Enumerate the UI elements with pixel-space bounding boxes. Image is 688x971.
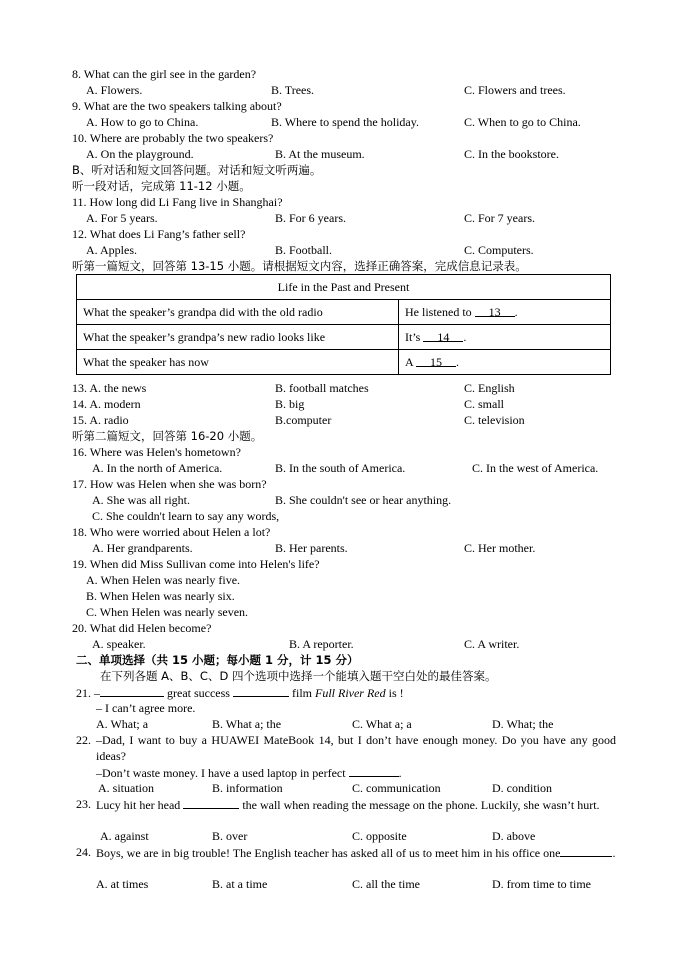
q18-option-c: C. Her mother.	[464, 541, 536, 555]
table-cell-answer: A 15 .	[399, 350, 611, 375]
q9-option-b: B. Where to spend the holiday.	[271, 115, 419, 129]
part2-instruction: 在下列各题 A、B、C、D 四个选项中选择一个能填入题干空白处的最佳答案。	[100, 669, 497, 683]
table-row	[77, 325, 611, 350]
q23-option-a: A. against	[100, 829, 149, 843]
q22-option-d: D. condition	[492, 781, 552, 795]
q17-option-a: A. She was all right.	[92, 493, 190, 507]
q24-option-b: B. at a time	[212, 877, 268, 891]
q13-option-b: B. football matches	[275, 381, 369, 395]
q9-option-c: C. When to go to China.	[464, 115, 581, 129]
q8-option-c: C. Flowers and trees.	[464, 83, 566, 97]
q18-option-b: B. Her parents.	[275, 541, 348, 555]
table-row	[77, 350, 611, 375]
q19-option-c: C. When Helen was nearly seven.	[86, 605, 249, 619]
q22-option-a: A. situation	[98, 781, 154, 795]
question-22-stem: –Dad, I want to buy a HUAWEI MateBook 14, but I don’t have enough money. Do you have any good ideas?	[96, 733, 616, 763]
q21-blank-2	[233, 684, 289, 697]
question-22-number: 22.	[76, 733, 91, 747]
dialogue-instruction: 听一段对话，完成第 11-12 小题。	[72, 179, 251, 193]
q13-option-a: 13. A. the news	[72, 381, 147, 395]
q24-option-a: A. at times	[96, 877, 149, 891]
q22-option-c: C. communication	[352, 781, 441, 795]
q23-option-b: B. over	[212, 829, 248, 843]
info-record-table	[76, 274, 611, 375]
q24-option-d: D. from time to time	[492, 877, 591, 891]
q11-option-c: C. For 7 years.	[464, 211, 535, 225]
question-18-stem: 18. Who were worried about Helen a lot?	[72, 525, 271, 539]
q12-option-b: B. Football.	[275, 243, 333, 257]
q16-option-c: C. In the west of America.	[472, 461, 599, 475]
question-8-stem: 8. What can the girl see in the garden?	[72, 67, 257, 81]
q24-blank	[560, 844, 612, 857]
q16-option-a: A. In the north of America.	[92, 461, 223, 475]
q15-option-b: B.computer	[275, 413, 332, 427]
q21-response: – I can’t agree more.	[96, 701, 196, 715]
question-23-stem: Lucy hit her head the wall when reading the message on the phone. Luckily, she wasn’t hurt.	[96, 798, 600, 812]
table-cell-label: What the speaker’s grandpa’s new radio looks like	[77, 325, 399, 350]
q8-option-b: B. Trees.	[271, 83, 315, 97]
blank-15: 15	[416, 354, 456, 367]
q19-option-a: A. When Helen was nearly five.	[86, 573, 241, 587]
q20-option-c: C. A writer.	[464, 637, 520, 651]
q17-option-c: C. She couldn't learn to say any words,	[92, 509, 280, 523]
q12-option-c: C. Computers.	[464, 243, 534, 257]
question-17-stem: 17. How was Helen when she was born?	[72, 477, 267, 491]
q16-option-b: B. In the south of America.	[275, 461, 406, 475]
question-24-stem: Boys, we are in big trouble! The English teacher has asked all of us to meet him in his office one .	[96, 846, 616, 860]
question-19-stem: 19. When did Miss Sullivan come into Helen's life?	[72, 557, 320, 571]
question-24-number: 24.	[76, 845, 91, 859]
q10-option-a: A. On the playground.	[86, 147, 194, 161]
q22-option-b: B. information	[212, 781, 283, 795]
question-23-number: 23.	[76, 797, 91, 811]
question-21-stem: 21. – great success film Full River Red is !	[76, 686, 404, 700]
q11-option-b: B. For 6 years.	[275, 211, 346, 225]
blank-14: 14	[423, 329, 463, 342]
q24-option-c: C. all the time	[352, 877, 420, 891]
question-12-stem: 12. What does Li Fang’s father sell?	[72, 227, 246, 241]
q21-option-b: B. What a; the	[212, 717, 282, 731]
table-cell-label: What the speaker has now	[77, 350, 399, 375]
table-cell-label: What the speaker’s grandpa did with the old radio	[77, 300, 399, 325]
question-16-stem: 16. Where was Helen's hometown?	[72, 445, 241, 459]
table-row	[77, 300, 611, 325]
q13-option-c: C. English	[464, 381, 515, 395]
q21-blank-1	[100, 684, 164, 697]
passage2-instruction: 听第二篇短文，回答第 16-20 小题。	[72, 429, 263, 443]
q19-option-b: B. When Helen was nearly six.	[86, 589, 235, 603]
q21-option-d: D. What; the	[492, 717, 554, 731]
table-cell-answer: It’s 14 .	[399, 325, 611, 350]
q14-option-a: 14. A. modern	[72, 397, 141, 411]
q18-option-a: A. Her grandparents.	[92, 541, 193, 555]
q22-response: –Don’t waste money. I have a used laptop in perfect .	[96, 766, 402, 780]
q11-option-a: A. For 5 years.	[86, 211, 158, 225]
passage1-instruction: 听第一篇短文，回答第 13-15 小题。请根据短文内容，选择正确答案，完成信息记录表。	[72, 259, 527, 273]
q20-option-b: B. A reporter.	[289, 637, 354, 651]
q8-option-a: A. Flowers.	[86, 83, 143, 97]
question-10-stem: 10. Where are probably the two speakers?	[72, 131, 274, 145]
q14-option-b: B. big	[275, 397, 305, 411]
question-11-stem: 11. How long did Li Fang live in Shanghai?	[72, 195, 283, 209]
q12-option-a: A. Apples.	[86, 243, 137, 257]
q10-option-b: B. At the museum.	[275, 147, 365, 161]
part2-heading: 二、单项选择（共 15 小题；每小题 1 分，计 15 分）	[76, 653, 359, 667]
q15-option-c: C. television	[464, 413, 525, 427]
q9-option-a: A. How to go to China.	[86, 115, 199, 129]
section-b-heading: B、听对话和短文回答问题。对话和短文听两遍。	[72, 163, 322, 177]
blank-13: 13	[475, 304, 515, 317]
q23-option-c: C. opposite	[352, 829, 407, 843]
q23-blank	[183, 796, 239, 809]
q20-option-a: A. speaker.	[92, 637, 146, 651]
table-cell-answer: He listened to 13 .	[399, 300, 611, 325]
q21-option-a: A. What; a	[96, 717, 149, 731]
table-title: Life in the Past and Present	[77, 275, 611, 300]
q22-blank	[349, 764, 399, 777]
q17-option-b: B. She couldn't see or hear anything.	[275, 493, 452, 507]
q10-option-c: C. In the bookstore.	[464, 147, 559, 161]
q21-option-c: C. What a; a	[352, 717, 412, 731]
q15-option-a: 15. A. radio	[72, 413, 129, 427]
question-20-stem: 20. What did Helen become?	[72, 621, 212, 635]
q14-option-c: C. small	[464, 397, 505, 411]
question-9-stem: 9. What are the two speakers talking about?	[72, 99, 282, 113]
q23-option-d: D. above	[492, 829, 536, 843]
